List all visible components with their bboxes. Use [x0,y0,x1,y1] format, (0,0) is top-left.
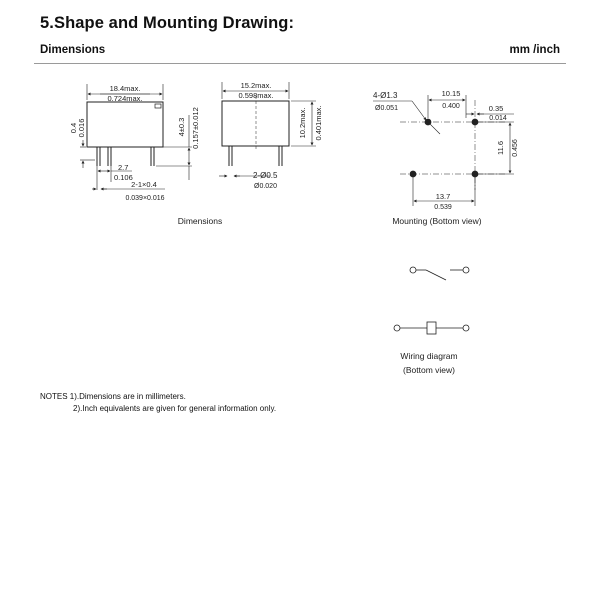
mounting-caption: Mounting (Bottom view) [392,216,482,226]
side-width-in: 0.598max. [238,91,274,100]
mounting-hole-3 [410,171,416,177]
hole-diameter-in: Ø0.051 [375,105,398,112]
wiring-caption-line2: (Bottom view) [403,365,455,375]
hole-spacing-a-in: 0.400 [442,103,460,110]
mounting-hole-4 [472,171,478,177]
coil-terminal-left [394,325,400,331]
switch-terminal-right [463,267,469,273]
page-title: 5.Shape and Mounting Drawing: [40,14,295,32]
pin-pitch-mm: 2.7 [118,163,129,172]
relay-body-front [87,102,163,147]
front-width-in: 0.724max. [107,94,143,103]
notes [40,391,276,415]
pin-length-mm: 4±0.3 [177,117,186,137]
wiring-caption-line1: Wiring diagram [400,351,458,361]
wiring-diagram [394,267,469,334]
coil-terminal-right [463,325,469,331]
side-height-in: 0.401max. [314,105,323,141]
hole-spacing-b-mm: 13.7 [435,192,451,201]
hole-offset-in: 0.014 [489,115,507,122]
note-line-2: 2).Inch equivalents are given for general information only. [73,404,277,413]
hole-spacing-a-mm: 10.15 [441,89,461,98]
pin-size-in: 0.039×0.016 [125,195,165,202]
front-width-mm: 18.4max. [109,84,141,93]
pin-diameter-mm: 2-Ø0.5 [253,171,278,180]
coil-symbol [427,322,436,334]
pin-diameter-in: Ø0.020 [254,183,277,190]
pin-offset-mm: 0.4 [69,122,78,134]
note-line-1: NOTES 1).Dimensions are in millimeters. [40,392,186,401]
body-marker [155,104,161,108]
hole-vertical-in: 0.456 [512,139,519,157]
side-height-mm: 10.2max. [298,107,307,139]
switch-terminal-left [410,267,416,273]
switch-contact-arm [426,270,446,280]
dimensions-caption: Dimensions [177,216,223,226]
pin-pitch-in: 0.106 [114,173,133,182]
relay-body-side [222,101,289,146]
units-label: mm /inch [509,44,560,56]
hole-diameter-mm: 4-Ø1.3 [373,91,398,100]
hole-spacing-b-in: 0.539 [434,204,452,211]
pin-offset-in: 0.016 [77,118,86,138]
mounting-hole-2 [472,119,478,125]
side-width-mm: 15.2max. [240,81,272,90]
pin-size-mm: 2-1×0.4 [131,180,157,189]
pin-length-in: 0.157±0.012 [191,107,200,149]
hole-vertical-mm: 11.6 [496,140,505,156]
hole-offset-mm: 0.35 [488,104,504,113]
section-heading: Dimensions [40,44,106,56]
